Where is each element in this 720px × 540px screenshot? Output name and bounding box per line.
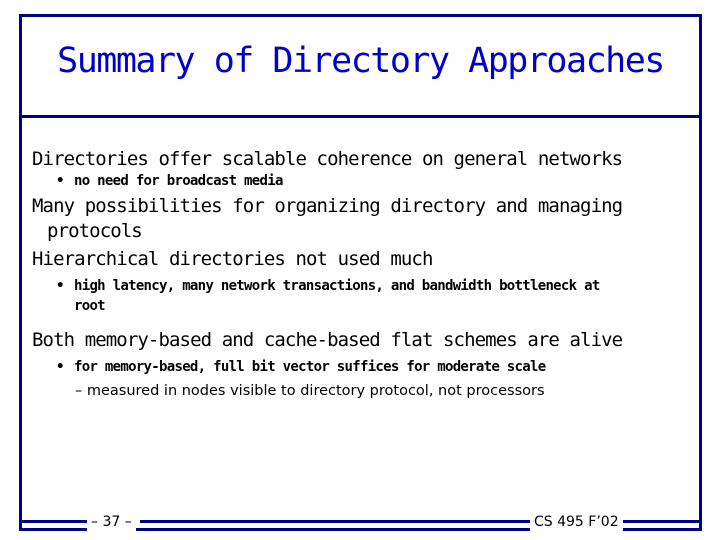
- point-4-subpoint-1: [32, 357, 696, 377]
- point-1: Directories offer scalable coherence on general networks: [32, 148, 623, 170]
- point-3-subpoint-1: [32, 276, 696, 316]
- subpoint-line-1: high latency, many network transactions, and bandwidth bottleneck at: [74, 278, 600, 294]
- point-2-line-1: Many possibilities for organizing directory and managing: [32, 195, 623, 217]
- bullet-icon: •: [56, 359, 64, 375]
- bullet-icon: •: [56, 173, 64, 189]
- point-4: Both memory-based and cache-based flat schemes are alive: [32, 329, 623, 351]
- point-4-detail: – measured in nodes visible to directory protocol, not processors: [75, 383, 545, 399]
- slide-body: [32, 145, 696, 402]
- course-label: CS 495 F’02: [530, 513, 623, 531]
- subpoint-text: no need for broadcast media: [74, 173, 283, 189]
- point-3: Hierarchical directories not used much: [32, 248, 433, 270]
- subpoint-line-2: root: [74, 298, 105, 314]
- subpoint-text: for memory-based, full bit vector suffices for moderate scale: [74, 359, 546, 375]
- point-1-subpoint-1: [32, 171, 696, 191]
- point-2-line-2: protocols: [47, 220, 142, 242]
- point-2: [32, 192, 696, 245]
- page-number: – 37 –: [87, 513, 136, 531]
- bullet-icon: •: [56, 278, 64, 294]
- slide-title: Summary of Directory Approaches: [57, 41, 664, 81]
